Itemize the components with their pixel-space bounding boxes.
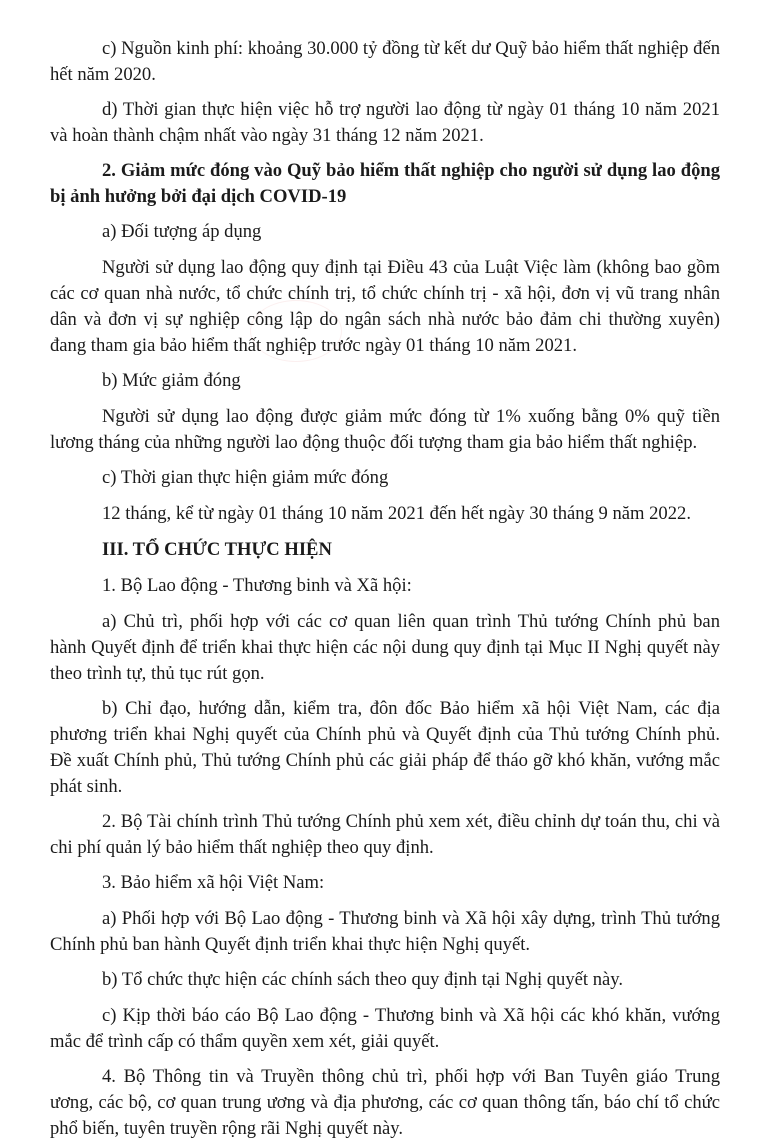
subheading-reduction-level: b) Mức giảm đóng [102,370,241,391]
paragraph-reduction-duration: 12 tháng, kể từ ngày 01 tháng 10 năm 2021 đến hết ngày 30 tháng 9 năm 2022. [102,503,691,524]
section-heading-reduce-contribution: 2. Giảm mức đóng vào Quỹ bảo hiểm thất nghiệp cho người sử dụng lao động bị ảnh hưởng bởi đại dịch COVID-19 [50,160,720,207]
item-ministry-labour: 1. Bộ Lao động - Thương binh và Xã hội: [102,575,412,596]
section-heading-implementation: III. TỔ CHỨC THỰC HIỆN [102,539,332,560]
item-social-insurance-c: c) Kịp thời báo cáo Bộ Lao động - Thương binh và Xã hội các khó khăn, vướng mắc để trình cấp có thẩm quyền xem xét, giải quyết. [50,1005,720,1052]
paragraph-reduction-rate: Người sử dụng lao động được giảm mức đóng từ 1% xuống bằng 0% quỹ tiền lương tháng của những người lao động thuộc đối tượng tham gia bảo hiểm thất nghiệp. [50,406,720,453]
item-social-insurance-b: b) Tổ chức thực hiện các chính sách theo quy định tại Nghị quyết này. [102,969,624,990]
item-ministry-labour-a: a) Chủ trì, phối hợp với các cơ quan liên quan trình Thủ tướng Chính phủ ban hành Quyết định để triển khai thực hiện các nội dung quy định tại Mục II Nghị quyết này theo trình tự, thủ tục rút gọn. [50,611,720,684]
item-ministry-labour-b: b) Chỉ đạo, hướng dẫn, kiểm tra, đôn đốc Bảo hiểm xã hội Việt Nam, các địa phương triển khai Nghị quyết của Chính phủ và Quyết định của Thủ tướng Chính phủ. Đề xuất Chính phủ, Thủ tướng Chính phủ các giải pháp để tháo gỡ khó khăn, vướng mắc phát sinh. [50,698,720,797]
item-ministry-finance: 2. Bộ Tài chính trình Thủ tướng Chính phủ xem xét, điều chỉnh dự toán thu, chi và chi phí quản lý bảo hiểm thất nghiệp theo quy định. [50,811,720,858]
subheading-reduction-period: c) Thời gian thực hiện giảm mức đóng [102,467,389,488]
paragraph-support-timeline: d) Thời gian thực hiện việc hỗ trợ người lao động từ ngày 01 tháng 10 năm 2021 và hoàn thành chậm nhất vào ngày 31 tháng 12 năm 2021. [50,99,720,146]
paragraph-employer-definition: Người sử dụng lao động quy định tại Điều 43 của Luật Việc làm (không bao gồm các cơ quan nhà nước, tổ chức chính trị, tổ chức chính trị - xã hội, đơn vị vũ trang nhân dân và đơn vị sự nghiệp công lập do ngân sách nhà nước bảo đảm chi thường xuyên) đang tham gia bảo hiểm thất nghiệp trước ngày 01 tháng 10 năm 2021. [50,257,720,356]
subheading-applicable-subjects: a) Đối tượng áp dụng [102,221,262,242]
item-ministry-information: 4. Bộ Thông tin và Truyền thông chủ trì, phối hợp với Ban Tuyên giáo Trung ương, các bộ, cơ quan trung ương và địa phương, các cơ quan thông tấn, báo chí tổ chức phổ biến, tuyên truyền rộng rãi Nghị quyết này. [50,1066,720,1139]
item-social-insurance-a: a) Phối hợp với Bộ Lao động - Thương binh và Xã hội xây dựng, trình Thủ tướng Chính phủ ban hành Quyết định triển khai thực hiện Nghị quyết. [50,908,720,955]
item-social-insurance: 3. Bảo hiểm xã hội Việt Nam: [102,872,325,893]
paragraph-funding-source: c) Nguồn kinh phí: khoảng 30.000 tỷ đồng từ kết dư Quỹ bảo hiểm thất nghiệp đến hết năm 2020. [50,38,720,85]
